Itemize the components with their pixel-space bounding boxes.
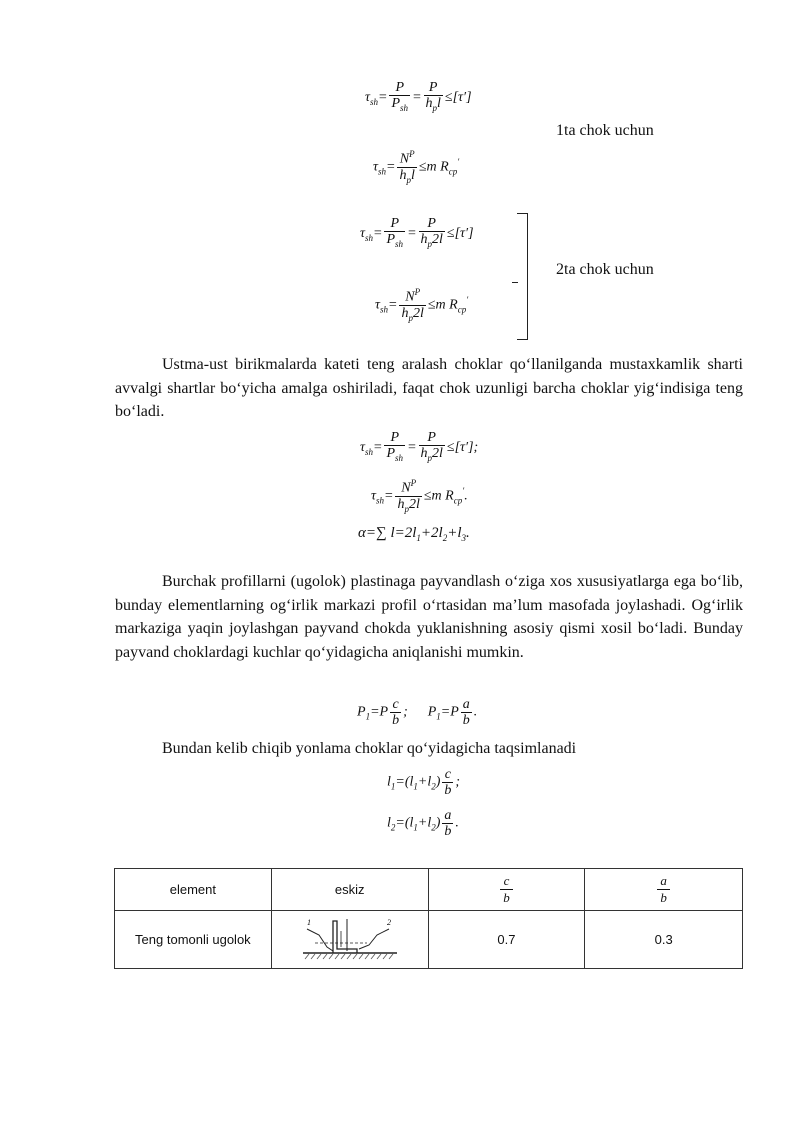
header-sketch: eskiz [271,869,428,911]
label-two-welds: 2ta chok uchun [556,261,654,278]
formula-shear-strength-1: $\tau_{sh}=$ $\frac{N^P}{h_pl}$ ≤m $R_{cp}'$ [373,149,460,185]
paragraph-overlap-joints: Ustma-ust birikmalarda kateti teng aralash choklar qo‘llanilganda mustaxkamlik sharti avvalgi shartlar bo‘yicha amalga oshiriladi, faqat chok uzunligi barcha choklar yig‘indisiga teng bo‘ladi. [115,356,743,420]
paragraph-side-welds: Bundan kelib chiqib yonlama choklar qo‘yidagicha taqsimlanadi [162,740,577,757]
cell-c-over-b: 0.7 [428,911,585,969]
header-element: element [115,869,272,911]
header-a-over-b: $\frac{a}{b}$ [585,869,743,911]
cell-element: Teng tomonli ugolok [115,911,272,969]
bracket-tick [512,282,518,283]
formula-shear-stress-3: $\tau_{sh}=$ $\frac{P}{P_{sh}}$ = $\frac{P}{h_p2l}$ ≤[τ′]; [360,430,479,463]
angle-welding-sketch-icon [295,913,405,963]
label-one-weld: 1ta chok uchun [556,122,654,139]
formula-length-2: $l_2=(l_1+l_2)$ $\frac{a}{b}$ . [387,808,459,839]
formula-shear-stress-1: $\tau_{sh}=$ $\frac{P}{P_{sh}}$ = $\frac{P}{h_pl}$ ≤[τ′] [365,80,472,113]
formula-length-1: $l_1=(l_1+l_2)$ $\frac{c}{b}$ ; [387,767,461,798]
header-c-over-b: $\frac{c}{b}$ [428,869,585,911]
svg-text:1: 1 [306,918,311,927]
formula-total-length: α=∑ $l=2l_1+2l_2+l_3$. [358,525,470,543]
table-row [115,911,743,969]
paragraph-angle-profiles: Burchak profillarni (ugolok) plastinaga payvandlash o‘ziga xos xususiyatlarga ega bo‘lib, bunday elementlarning og‘irlik markazi profil o‘rtasidan ma’lum masofada joylashadi. Og‘irlik markaziga yaqin joylashgan payvand chokda yuklanishning asosiy qismi xosil bo‘ladi. Bunday payvand choklardagi kuchlar qo‘yidagicha aniqlanishi mumkin. [115,573,743,661]
coefficients-table [114,868,743,969]
table-header-row [115,869,743,911]
bracket [517,213,528,340]
formula-shear-strength-3: $\tau_{sh}=$ $\frac{N^P}{h_p2l}$ ≤m $R_{cp}'$. [371,478,468,514]
formula-shear-stress-2: $\tau_{sh}=$ $\frac{P}{P_{sh}}$ = $\frac{P}{h_p2l}$ ≤[τ′] [360,216,474,249]
svg-text:2: 2 [386,918,391,927]
cell-sketch [271,911,428,969]
formula-force-distribution: $P_1=P$ $\frac{c}{b}$ ; $P_1=P$ $\frac{a}{b}$ . [357,697,478,728]
formula-shear-strength-2: $\tau_{sh}=$ $\frac{N^P}{h_p2l}$ ≤m $R_{cp}'$ [375,287,469,323]
cell-a-over-b: 0.3 [585,911,743,969]
